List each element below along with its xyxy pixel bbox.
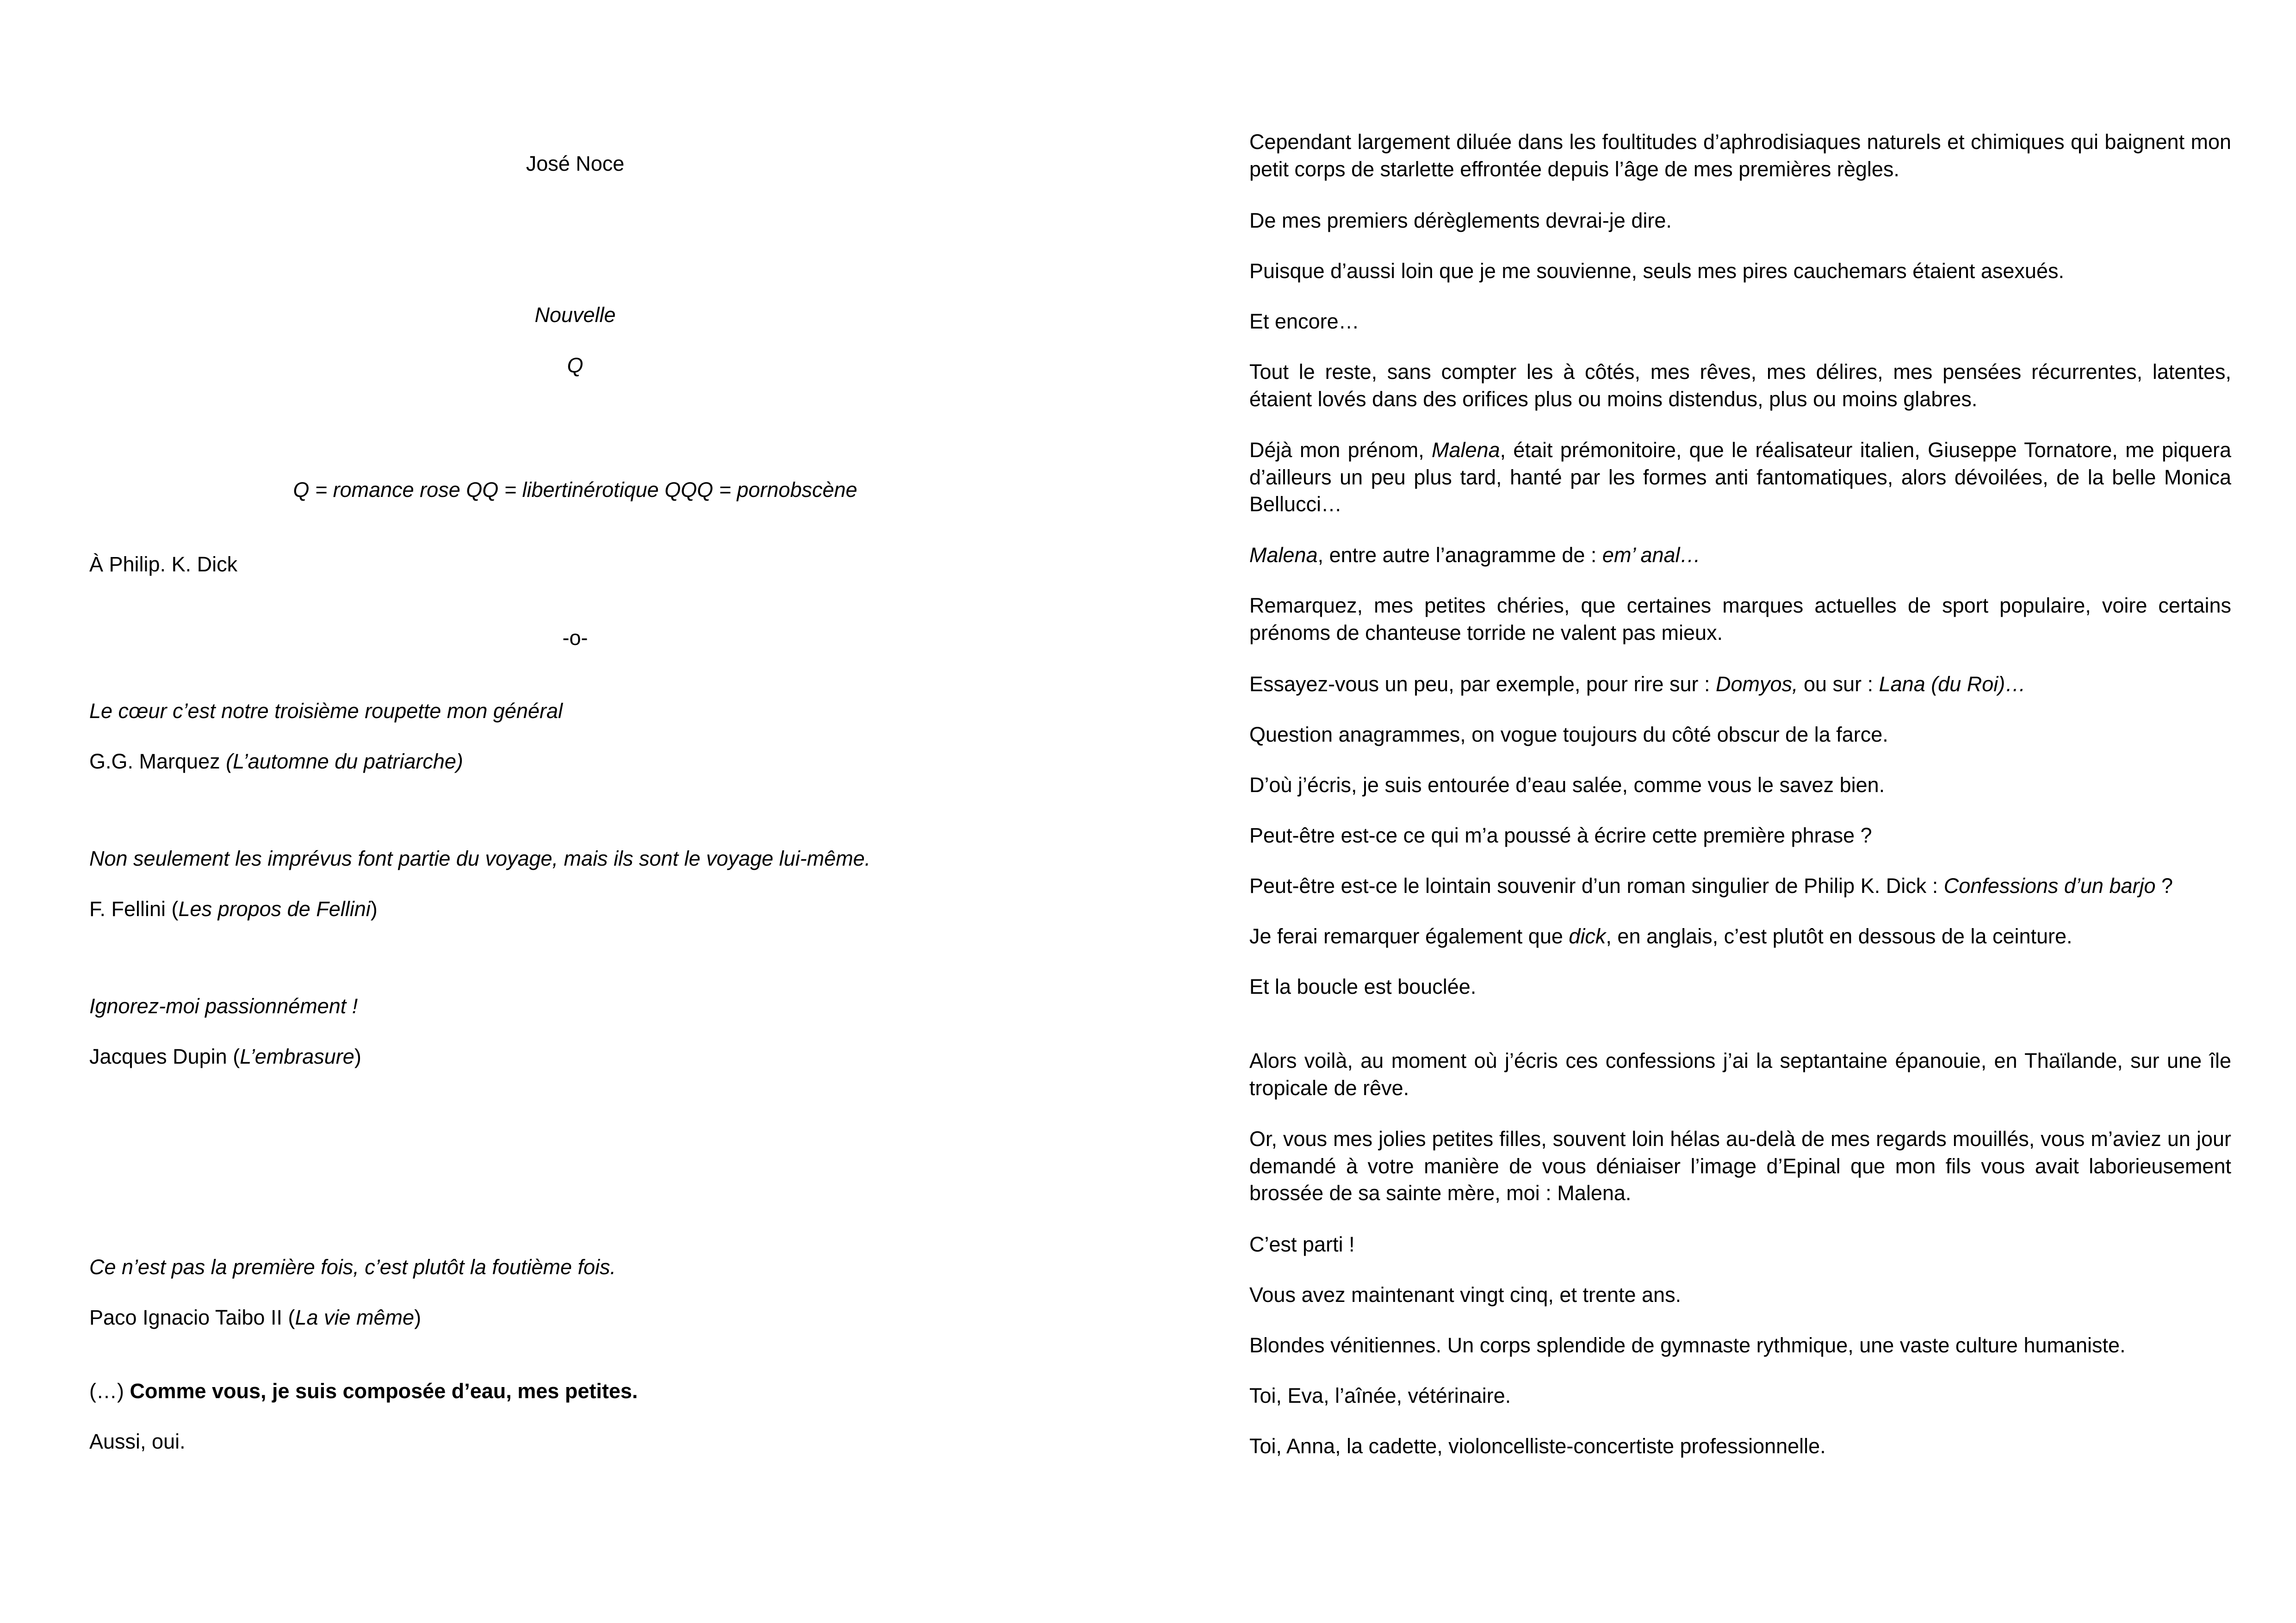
text-run: ou sur :	[1798, 672, 1879, 696]
text-run: Je ferai remarquer également que	[1249, 924, 1569, 948]
paragraph: Vous avez maintenant vingt cinq, et trente ans.	[1249, 1283, 1682, 1307]
genre-label: Nouvelle	[534, 303, 616, 327]
separator: -o-	[562, 626, 588, 650]
paragraph: C’est parti !	[1249, 1233, 1355, 1256]
text-run: Essayez-vous un peu, par exemple, pour rire sur :	[1249, 672, 1716, 696]
paragraph: Puisque d’aussi loin que je me souvienne, seuls mes pires cauchemars étaient asexués.	[1249, 259, 2064, 283]
paragraph: Peut-être est-ce ce qui m’a poussé à écrire cette première phrase ?	[1249, 824, 1872, 847]
epigraph-quote: Ignorez-moi passionnément !	[89, 994, 358, 1018]
epigraph-attribution	[89, 748, 463, 775]
text-run-italic: dick	[1569, 924, 1606, 948]
paragraph: Et la boucle est bouclée.	[1249, 975, 1477, 998]
paragraph: Question anagrammes, on vogue toujours du côté obscur de la farce.	[1249, 723, 1888, 746]
epigraph-attribution	[89, 1304, 421, 1332]
text-run: , entre autre l’anagramme de :	[1317, 543, 1602, 567]
paragraph	[1249, 873, 2231, 900]
text-run-italic: Domyos,	[1715, 672, 1798, 696]
epigraph-quote: Le cœur c’est notre troisième roupette mon général	[89, 699, 563, 723]
opening-bold: Comme vous, je suis composée d’eau, mes petites.	[130, 1379, 638, 1403]
text-run: ?	[2155, 874, 2173, 898]
epigraph-quote: Ce n’est pas la première fois, c’est plutôt la foutième fois.	[89, 1255, 616, 1279]
text-run: , était prémonitoire, que le réalisateur italien, Giuseppe Tornatore, me piquera d’ailleurs un peu plus tard, hanté par les formes anti fantomatiques, alors dévoilées, de la belle Monica Bellucci…	[1249, 438, 2231, 516]
paragraph: Or, vous mes jolies petites filles, souvent loin hélas au-delà de mes regards mouillés, vous m’aviez un jour demandé à votre manière de vous déniaiser l’image d’Epinal que mon fils vous avait laborieusement brossée de sa sainte mère, moi : Malena.	[1249, 1127, 2231, 1205]
opening-prefix: (…)	[89, 1379, 130, 1403]
epigraph-source: (L’automne du patriarche)	[226, 750, 463, 773]
text-run-italic: Lana (du Roi)…	[1879, 672, 2026, 696]
paragraph: De mes premiers dérèglements devrai-je dire.	[1249, 209, 1672, 232]
paragraph	[1249, 437, 2231, 518]
text-run-italic: Malena	[1249, 543, 1318, 567]
epigraph-after: )	[414, 1306, 422, 1329]
epigraph-attribution	[89, 896, 378, 923]
paragraph: Remarquez, mes petites chéries, que certaines marques actuelles de sport populaire, voire certains prénoms de chanteuse torride ne valent pas mieux.	[1249, 594, 2231, 644]
epigraph-quote: Non seulement les imprévus font partie du voyage, mais ils sont le voyage lui-même.	[89, 847, 871, 870]
text-run-italic: Confessions d’un barjo	[1943, 874, 2156, 898]
epigraph-after: )	[354, 1045, 361, 1068]
epigraph-author: Paco Ignacio Taibo II (	[89, 1306, 295, 1329]
paragraph: Et encore…	[1249, 310, 1359, 333]
paragraph: Toi, Eva, l’aînée, vétérinaire.	[1249, 1384, 1511, 1407]
rating-legend: Q = romance rose QQ = libertinérotique QQQ = pornobscène	[293, 478, 857, 502]
rating-label: Q	[567, 353, 583, 377]
epigraph-author: F. Fellini (	[89, 897, 179, 921]
paragraph: Tout le reste, sans compter les à côtés, mes rêves, mes délires, mes pensées récurrentes, latentes, étaient lovés dans des orifices plus ou moins distendus, plus ou moins glabres.	[1249, 360, 2231, 411]
epigraph-attribution	[89, 1043, 361, 1071]
author-name: José Noce	[526, 152, 625, 175]
paragraph: Alors voilà, au moment où j’écris ces confessions j’ai la septantaine épanouie, en Thaïlande, sur une île tropicale de rêve.	[1249, 1049, 2231, 1100]
epigraph-source: Les propos de Fellini	[178, 897, 371, 921]
paragraph: Blondes vénitiennes. Un corps splendide de gymnaste rythmique, une vaste culture humaniste.	[1249, 1333, 2126, 1357]
paragraph	[1249, 671, 2231, 698]
epigraph-source: L’embrasure	[240, 1045, 354, 1068]
epigraph-after: )	[370, 897, 378, 921]
dedication: À Philip. K. Dick	[89, 552, 238, 576]
epigraph-author: G.G. Marquez	[89, 750, 226, 773]
epigraph-source: La vie même	[295, 1306, 415, 1329]
paragraph: Toi, Anna, la cadette, violoncelliste-concertiste professionnelle.	[1249, 1434, 1826, 1458]
text-run: , en anglais, c’est plutôt en dessous de la ceinture.	[1606, 924, 2073, 948]
text-run-italic: Malena	[1432, 438, 1500, 462]
text-run: Déjà mon prénom,	[1249, 438, 1432, 462]
opening-next: Aussi, oui.	[89, 1430, 186, 1453]
epigraph-author: Jacques Dupin (	[89, 1045, 240, 1068]
paragraph: Cependant largement diluée dans les foultitudes d’aphrodisiaques naturels et chimiques qui baignent mon petit corps de starlette effrontée depuis l’âge de mes premières règles.	[1249, 130, 2231, 181]
paragraph: D’où j’écris, je suis entourée d’eau salée, comme vous le savez bien.	[1249, 773, 1885, 797]
opening-line	[89, 1378, 638, 1405]
text-run: Peut-être est-ce le lointain souvenir d’un roman singulier de Philip K. Dick :	[1249, 874, 1944, 898]
paragraph	[1249, 542, 2231, 569]
paragraph	[1249, 923, 2231, 950]
text-run-italic: em’ anal…	[1602, 543, 1701, 567]
